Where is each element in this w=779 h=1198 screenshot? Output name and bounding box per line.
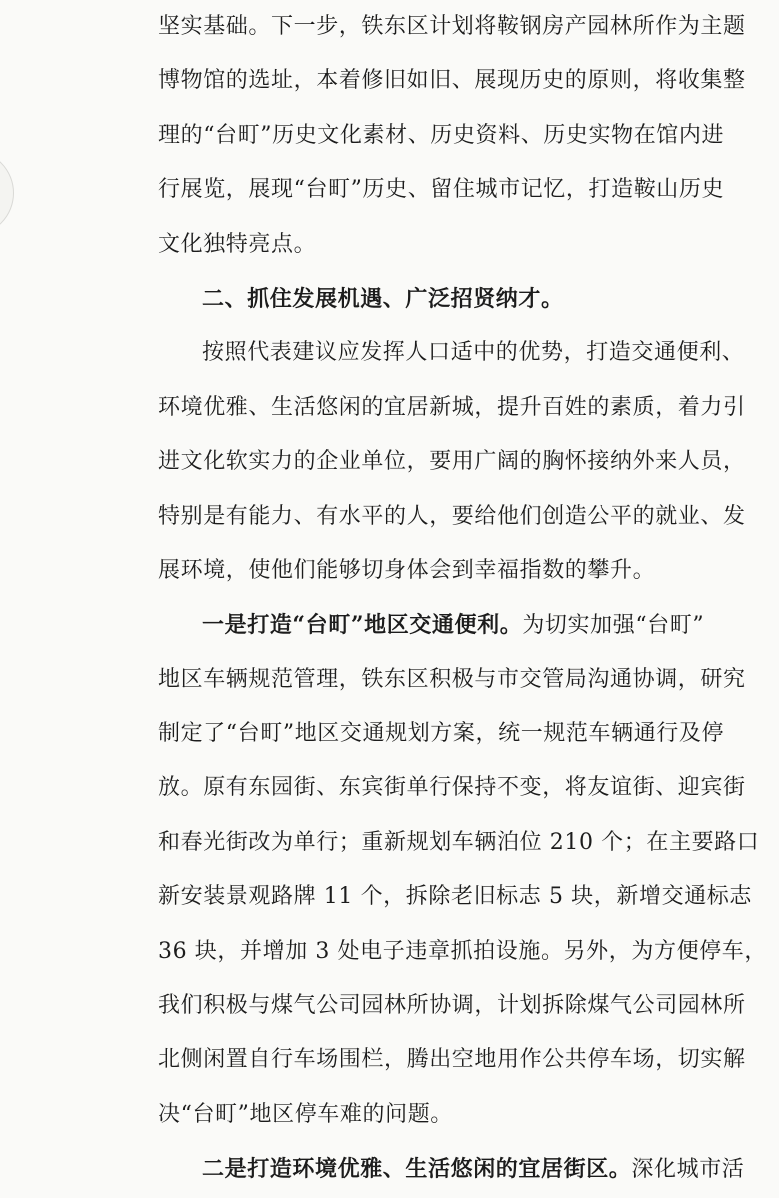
body-line: 放。原有东园街、东宾街单行保持不变，将友谊街、迎宾街 — [158, 775, 746, 801]
section-heading: 二、抓住发展机遇、广泛招贤纳才。 — [202, 285, 564, 312]
paragraph-first-line — [158, 598, 710, 652]
body-line: 按照代表建议应发挥人口适中的优势，打造交通便利、 — [202, 340, 745, 366]
paragraph-lead-rest: 为切实加强“台町” — [522, 613, 705, 639]
body-line: 地区车辆规范管理，铁东区积极与市交管局沟通协调，研究 — [158, 666, 746, 692]
paragraph-lead: 二是打造环境优雅、生活悠闲的宜居街区。 — [202, 1156, 632, 1183]
body-line: 特别是有能力、有水平的人，要给他们创造公平的就业、发 — [158, 503, 746, 529]
body-line: 博物馆的选址，本着修旧如旧、展现历史的原则，将收集整 — [158, 68, 746, 94]
body-line: 文化独特亮点。 — [158, 231, 317, 257]
body-line: 理的“台町”历史文化素材、历史资料、历史实物在馆内进 — [158, 122, 725, 148]
body-line: 36 块，并增加 3 处电子违章抓拍设施。另外，为方便停车， — [158, 938, 767, 964]
body-line: 坚实基础。下一步，铁东区计划将鞍钢房产园林所作为主题 — [158, 14, 746, 39]
body-line: 和春光街改为单行；重新规划车辆泊位 210 个；在主要路口 — [158, 829, 760, 855]
paragraph-first-line — [158, 1142, 745, 1196]
document-body — [158, 0, 767, 1197]
body-line: 决“台町”地区停车难的问题。 — [158, 1101, 453, 1127]
body-line: 进文化软实力的企业单位，要用广阔的胸怀接纳外来人员， — [158, 449, 746, 475]
paragraph-lead: 一是打造“台町”地区交通便利。 — [202, 612, 523, 639]
binder-hole — [0, 150, 14, 236]
body-line: 行展览，展现“台町”历史、留住城市记忆，打造鞍山历史 — [158, 177, 725, 203]
paragraph-lead-rest: 深化城市活 — [631, 1157, 745, 1183]
body-line: 北侧闲置自行车场围栏，腾出空地用作公共停车场，切实解 — [158, 1047, 746, 1073]
body-line: 展环境，使他们能够切身体会到幸福指数的攀升。 — [158, 557, 656, 583]
body-line: 制定了“台町”地区交通规划方案，统一规范车辆通行及停 — [158, 721, 725, 747]
body-line: 新安装景观路牌 11 个，拆除老旧标志 5 块，新增交通标志 — [158, 884, 752, 910]
body-line: 我们积极与煤气公司园林所协调，计划拆除煤气公司园林所 — [158, 993, 746, 1019]
body-line: 环境优雅、生活悠闲的宜居新城，提升百姓的素质，着力引 — [158, 394, 746, 420]
